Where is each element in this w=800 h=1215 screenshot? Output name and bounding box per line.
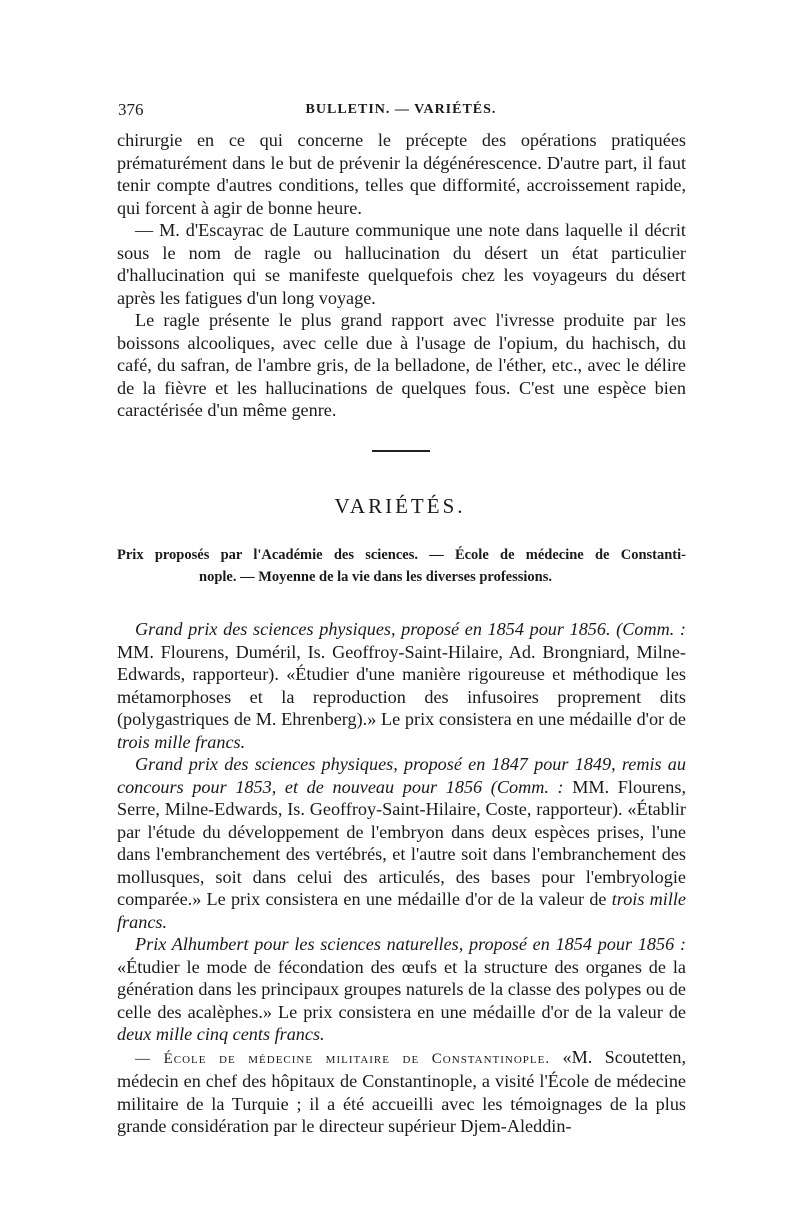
prize-2-amount: trois mille francs. <box>117 889 687 932</box>
intro-paragraph-2: — M. d'Escayrac de Lauture communique une note dans laquelle il décrit sous le nom de ragle ou hallucination du désert un état particulier d'hallucination qui se manifeste quelquefois chez les voyageurs du désert après les fatigues d'un long voyage. <box>117 220 686 308</box>
prize-2-body: MM. Flourens, Serre, Milne-Edwards, Is. Geoffroy-Saint-Hilaire, Coste, rapporteur). «Établir par l'étude du développement de l'embryon dans deux espèces prises, l'une dans l'embranchement des vertébrés, et l'autre soit dans l'embranchement des mollusques, soit dans celui des articulés, des bases pour l'embryologie comparée.» Le prix consistera en une médaille d'or de la valeur de <box>117 776 687 909</box>
running-head <box>118 100 684 124</box>
intro-paragraph-3: Le ragle présente le plus grand rapport avec l'ivresse produite par les boissons alcooliques, avec celle due à l'usage de l'opium, du hachisch, du café, du safran, de l'ambre gris, de la belladone, de l'éther, etc., avec le délire de la fièvre et les hallucinations de quelques fous. C'est une espèce bien caractérisée d'un même genre. <box>117 310 686 420</box>
prize-3-amount: deux mille cinq cents francs. <box>117 1024 325 1044</box>
school-body: «M. Scoutetten, médecin en chef des hôpitaux de Constantinople, a visité l'École de médecine militaire de la Turquie ; il a été accueilli avec les témoignages de la plus grande considération par le directeur supérieur Djem-Aleddin- <box>117 1046 686 1136</box>
summary-line-2: nople. — Moyenne de la vie dans les diverses professions. <box>199 569 552 585</box>
section-title: VARIÉTÉS. <box>334 494 466 518</box>
school-paragraph <box>117 1046 686 1138</box>
varieties-text <box>117 618 686 1138</box>
prize-1-body: MM. Flourens, Duméril, Is. Geoffroy-Saint-Hilaire, Ad. Brongniard, Milne-Edwards, rapporteur). «Étudier d'une manière rigoureuse et méthodique les métamorphoses et la reproduction des infusoires proprement dits (polygastriques de M. Ehrenberg).» Le prix consistera en une médaille d'or de <box>117 641 686 729</box>
prize-paragraph-3 <box>117 933 686 1046</box>
running-head-title: BULLETIN. — VARIÉTÉS. <box>305 102 497 117</box>
prize-paragraph-1 <box>117 618 686 753</box>
page-number: 376 <box>118 100 144 119</box>
section-divider <box>372 450 430 452</box>
prize-paragraph-2 <box>117 753 686 933</box>
prize-1-lead: Grand prix des sciences physiques, proposé en 1854 pour 1856. (Comm. : <box>135 619 686 639</box>
prize-1-amount: trois mille francs. <box>117 731 246 752</box>
prize-2-lead: Grand prix des sciences physiques, proposé en 1847 pour 1849, remis au concours pour 1853, et de nouveau pour 1856 (Comm. : <box>117 754 686 797</box>
intro-paragraph-1: chirurgie en ce qui concerne le précepte des opérations pratiquées prématurément dans le but de prévenir la dégénérescence. D'autre part, il faut tenir compte d'autres conditions, telles que difformité, accroissement rapide, qui forcent à agir de bonne heure. <box>117 130 686 218</box>
prize-3-body: «Étudier le mode de fécondation des œufs et la structure des organes de la génération dans les principaux groupes naturels de la classe des polypes ou de celle des acalèphes.» Le prix consistera en une médaille d'or de la valeur de <box>117 956 686 1022</box>
section-summary <box>117 544 686 588</box>
summary-line-1: Prix proposés par l'Académie des sciences. — École de médecine de Constanti- <box>117 547 686 563</box>
prize-3-lead: Prix Alhumbert pour les sciences naturelles, proposé en 1854 pour 1856 : <box>135 934 686 954</box>
school-heading: — École de médecine militaire de Constantinople. <box>135 1050 551 1067</box>
intro-text <box>117 129 686 422</box>
